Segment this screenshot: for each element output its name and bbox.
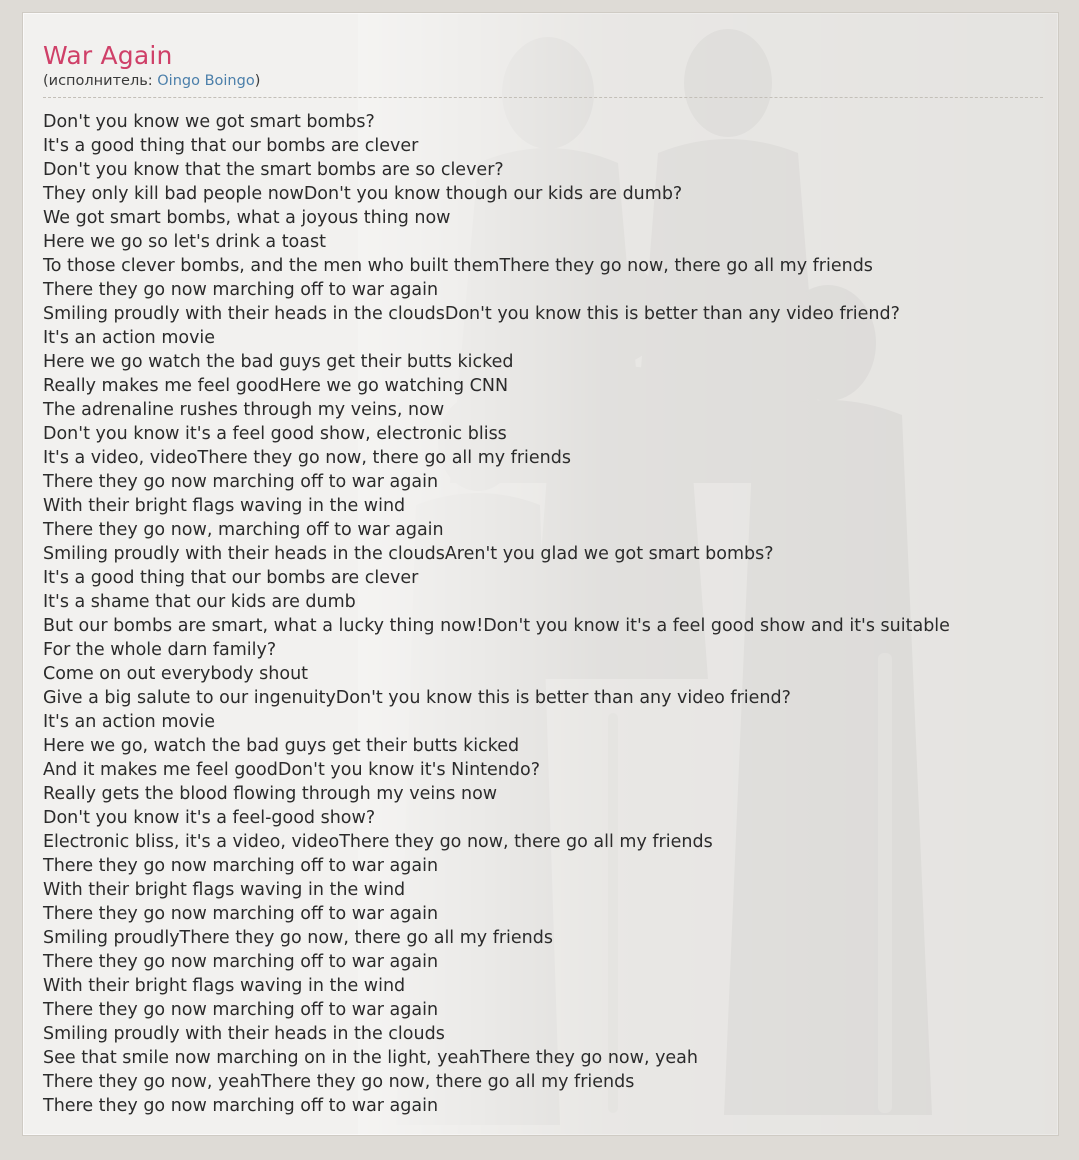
lyric-line: Give a big salute to our ingenuityDon't you know this is better than any video friend?: [43, 688, 791, 708]
lyric-line: There they go now marching off to war again: [43, 472, 439, 492]
artist-suffix-label: ): [254, 73, 261, 89]
lyric-line: Really makes me feel goodHere we go watching CNN: [43, 376, 509, 396]
lyric-line: Smiling proudlyThere they go now, there go all my friends: [43, 928, 554, 948]
lyric-line: It's a video, videoThere they go now, there go all my friends: [43, 448, 571, 468]
lyric-line: Don't you know it's a feel good show, electronic bliss: [43, 424, 507, 444]
lyric-line: See that smile now marching on in the light, yeahThere they go now, yeah: [43, 1048, 699, 1068]
lyrics-page: [22, 12, 1059, 1136]
lyric-line: Don't you know it's a feel-good show?: [43, 808, 376, 828]
lyric-line: Smiling proudly with their heads in the clouds: [43, 1024, 445, 1044]
lyric-line: There they go now marching off to war again: [43, 904, 439, 924]
lyric-line: The adrenaline rushes through my veins, now: [43, 400, 445, 420]
lyric-line: It's an action movie: [43, 712, 216, 732]
lyric-line: It's a good thing that our bombs are clever: [43, 136, 419, 156]
lyric-line: But our bombs are smart, what a lucky thing now!Don't you know it's a feel good show and it's suitable: [43, 616, 950, 636]
artist-link[interactable]: Oingo Boingo: [157, 73, 255, 89]
lyric-line: To those clever bombs, and the men who built themThere they go now, there go all my friends: [43, 256, 873, 276]
page-title: War Again: [43, 41, 173, 70]
lyric-line: Here we go watch the bad guys get their butts kicked: [43, 352, 514, 372]
lyric-line: Here we go, watch the bad guys get their butts kicked: [43, 736, 520, 756]
lyrics-body: [43, 110, 1058, 1118]
lyric-line: Don't you know that the smart bombs are so clever?: [43, 160, 504, 180]
lyric-line: There they go now marching off to war again: [43, 280, 439, 300]
lyric-line: We got smart bombs, what a joyous thing now: [43, 208, 451, 228]
lyric-line: Come on out everybody shout: [43, 664, 309, 684]
lyric-line: Electronic bliss, it's a video, videoThere they go now, there go all my friends: [43, 832, 713, 852]
lyric-line: For the whole darn family?: [43, 640, 277, 660]
lyric-line: It's a shame that our kids are dumb: [43, 592, 356, 612]
lyric-line: There they go now marching off to war again: [43, 952, 439, 972]
lyric-line: Don't you know we got smart bombs?: [43, 112, 375, 132]
lyric-line: They only kill bad people nowDon't you know though our kids are dumb?: [43, 184, 683, 204]
lyric-line: Here we go so let's drink a toast: [43, 232, 326, 252]
lyric-line: Smiling proudly with their heads in the cloudsAren't you glad we got smart bombs?: [43, 544, 774, 564]
lyric-line: Smiling proudly with their heads in the cloudsDon't you know this is better than any video friend?: [43, 304, 900, 324]
artist-prefix-label: (исполнитель:: [43, 73, 153, 89]
lyric-line: With their bright flags waving in the wind: [43, 976, 406, 996]
lyric-line: There they go now marching off to war again: [43, 856, 439, 876]
lyric-line: There they go now, marching off to war again: [43, 520, 444, 540]
artist-line: [43, 73, 1043, 98]
lyric-line: There they go now, yeahThere they go now, there go all my friends: [43, 1072, 635, 1092]
lyric-line: It's an action movie: [43, 328, 216, 348]
lyric-line: Really gets the blood flowing through my veins now: [43, 784, 498, 804]
lyric-line: There they go now marching off to war again: [43, 1096, 439, 1116]
lyric-line: There they go now marching off to war again: [43, 1000, 439, 1020]
lyric-line: With their bright flags waving in the wind: [43, 496, 406, 516]
lyric-line: And it makes me feel goodDon't you know it's Nintendo?: [43, 760, 540, 780]
lyric-line: It's a good thing that our bombs are clever: [43, 568, 419, 588]
lyric-line: With their bright flags waving in the wind: [43, 880, 406, 900]
